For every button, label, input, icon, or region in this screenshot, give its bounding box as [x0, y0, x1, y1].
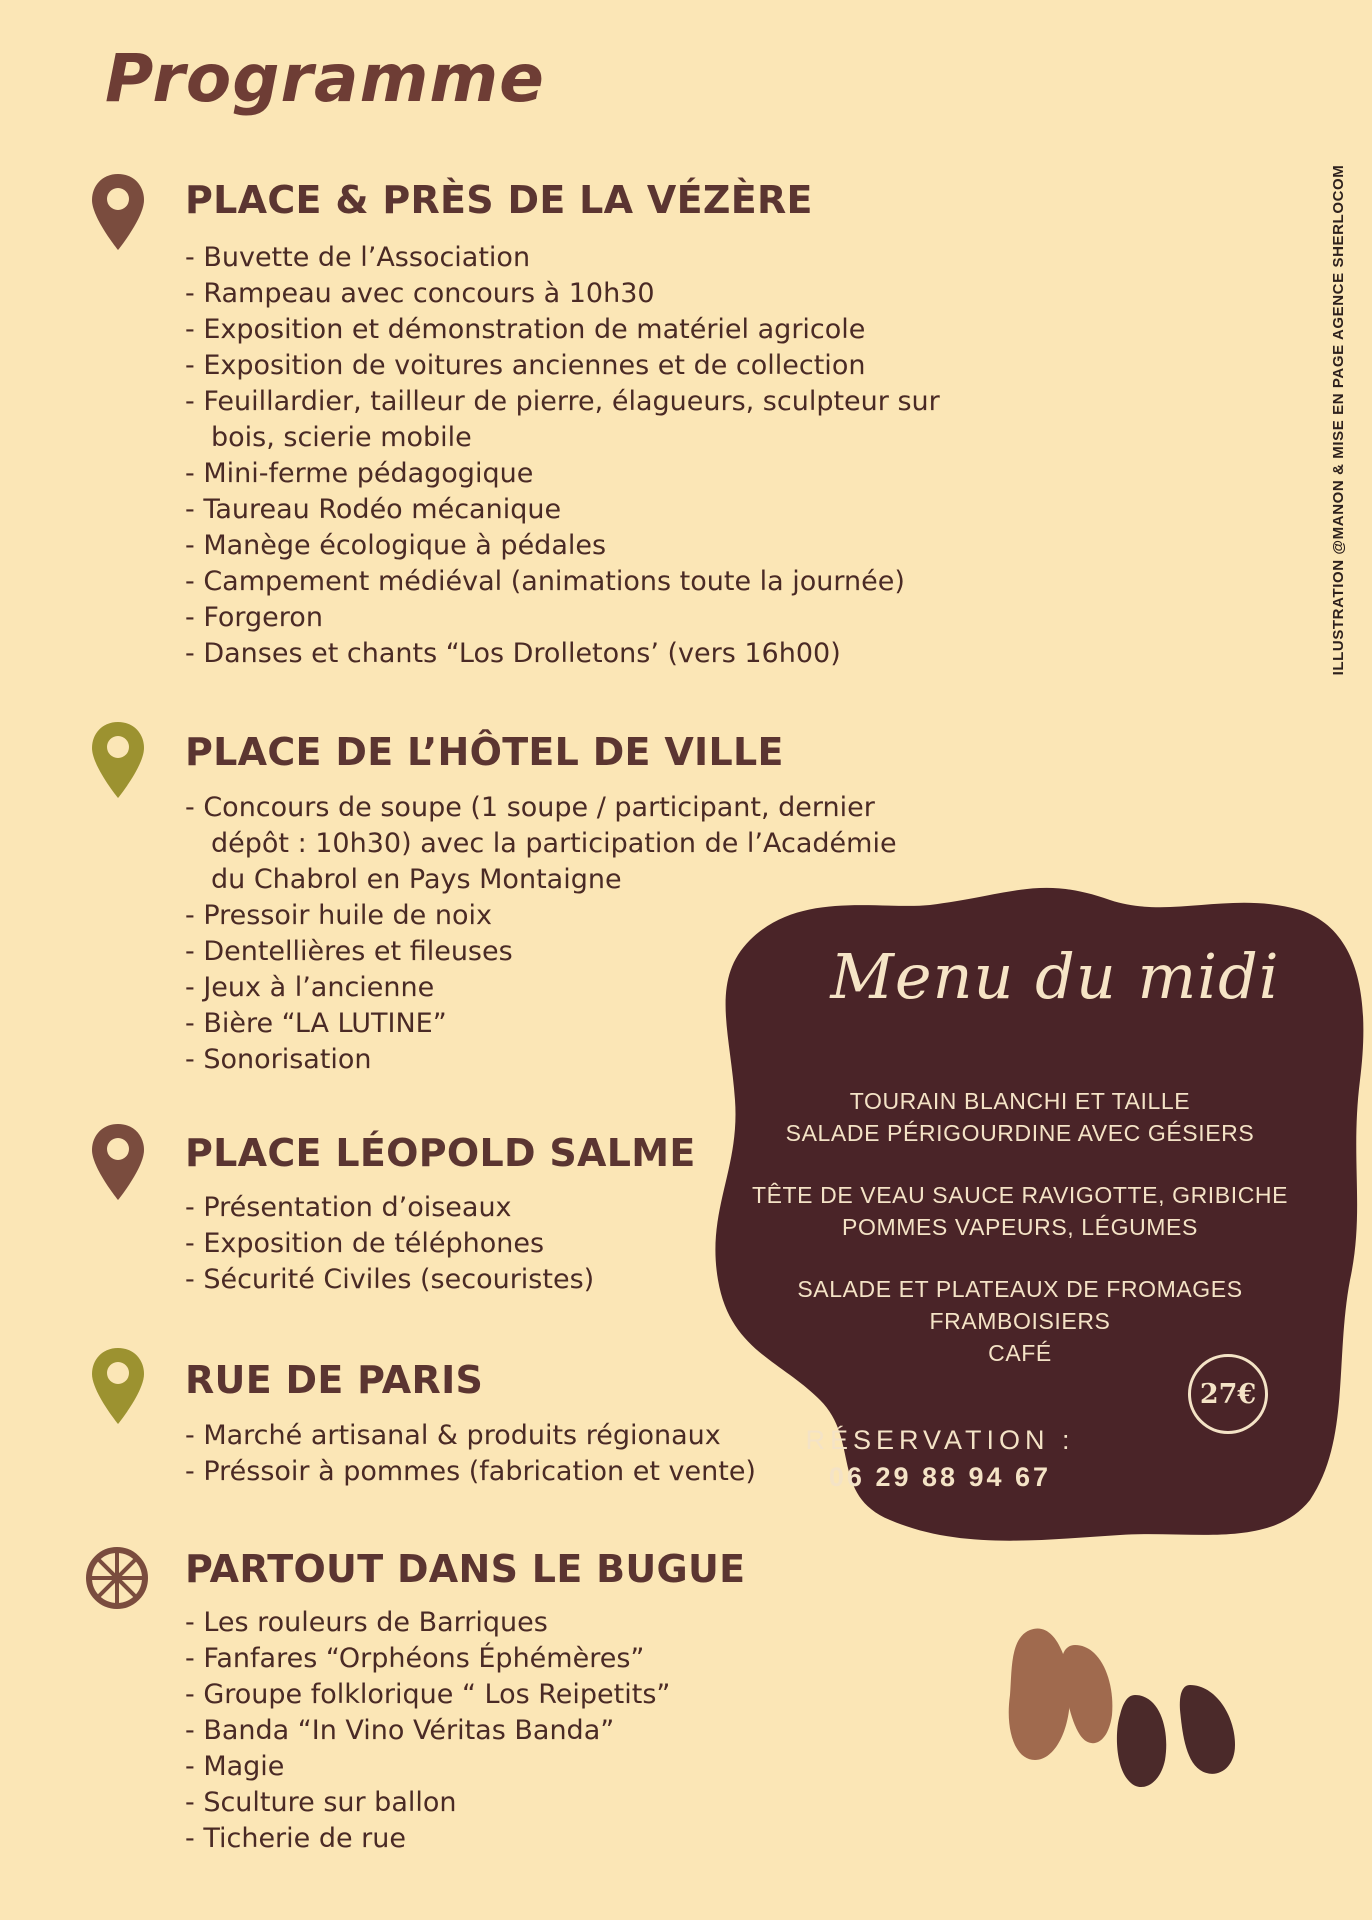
list-item: - Manège écologique à pédales [185, 530, 607, 561]
menu-dish: CAFÉ [988, 1340, 1052, 1366]
section-heading: PLACE LÉOPOLD SALME [185, 1131, 696, 1175]
list-item: - Exposition et démonstration de matériel agricole [185, 314, 866, 345]
list-item: - Forgeron [185, 602, 323, 633]
list-item: - Jeux à l’ancienne [185, 972, 435, 1003]
menu-dish: FRAMBOISIERS [929, 1308, 1111, 1334]
page-title: Programme [105, 40, 545, 117]
list-item: - Les rouleurs de Barriques [185, 1607, 548, 1638]
menu-title: Menu du midi [830, 940, 1280, 1013]
list-item-continuation: du Chabrol en Pays Montaigne [211, 864, 622, 895]
section-heading: PLACE DE L’HÔTEL DE VILLE [185, 730, 784, 774]
list-item: - Campement médiéval (animations toute la journée) [185, 566, 905, 597]
wheel-icon [84, 1545, 150, 1611]
menu-dish: SALADE ET PLATEAUX DE FROMAGES [797, 1276, 1243, 1302]
menu-dish: POMMES VAPEURS, LÉGUMES [842, 1214, 1198, 1240]
list-item: - Exposition de téléphones [185, 1228, 545, 1259]
list-item: - Bière “LA LUTINE” [185, 1008, 447, 1039]
menu-panel [710, 880, 1370, 1550]
list-item: - Sécurité Civiles (secouristes) [185, 1264, 595, 1295]
map-pin-icon [90, 172, 146, 252]
list-item: - Marché artisanal & produits régionaux [185, 1420, 721, 1451]
map-pin-icon [90, 1122, 146, 1202]
list-item: - Fanfares “Orphéons Éphémères” [185, 1643, 645, 1674]
list-item: - Exposition de voitures anciennes et de collection [185, 350, 866, 381]
menu-course-starters [710, 1085, 1330, 1149]
list-item: - Dentellières et fileuses [185, 936, 513, 967]
price-badge [1188, 1354, 1268, 1434]
list-item: - Buvette de l’Association [185, 242, 531, 273]
list-item: - Concours de soupe (1 soupe / participant, dernier [185, 792, 875, 823]
section-items [185, 1605, 670, 1857]
list-item: - Rampeau avec concours à 10h30 [185, 278, 655, 309]
map-pin-icon [90, 720, 146, 800]
menu-dish: SALADE PÉRIGOURDINE AVEC GÉSIERS [785, 1120, 1255, 1146]
list-item: - Présentation d’oiseaux [185, 1192, 512, 1223]
list-item: - Feuillardier, tailleur de pierre, élagueurs, sculpteur sur [185, 386, 940, 417]
reservation-phone: 06 29 88 94 67 [828, 1462, 1052, 1492]
reservation [710, 1425, 1170, 1493]
list-item: - Sonorisation [185, 1044, 372, 1075]
side-credit: ILLUSTRATION @MANON & MISE EN PAGE AGENCE SHERLOCOM [1330, 164, 1347, 676]
list-item [185, 826, 897, 862]
section-items [185, 1418, 756, 1490]
list-item: - Banda “In Vino Véritas Banda” [185, 1715, 615, 1746]
list-item-continuation: bois, scierie mobile [211, 422, 472, 453]
list-item: - Pressoir huile de noix [185, 900, 492, 931]
section-items [185, 1190, 594, 1298]
menu-dish: TOURAIN BLANCHI ET TAILLE [849, 1088, 1191, 1114]
list-item: - Mini-ferme pédagogique [185, 458, 534, 489]
price-value: 27€ [1199, 1378, 1257, 1410]
menu-dish: TÊTE DE VEAU SAUCE RAVIGOTTE, GRIBICHE [751, 1182, 1289, 1208]
list-item: - Taureau Rodéo mécanique [185, 494, 562, 525]
map-pin-icon [90, 1346, 146, 1426]
menu-course-main [710, 1179, 1330, 1243]
list-item: - Groupe folklorique “ Los Reipetits” [185, 1679, 671, 1710]
reservation-label: RÉSERVATION : [805, 1425, 1075, 1455]
list-item: - Ticherie de rue [185, 1823, 407, 1854]
list-item: - Préssoir à pommes (fabrication et vente) [185, 1456, 756, 1487]
section-heading: RUE DE PARIS [185, 1358, 484, 1402]
list-item: - Magie [185, 1751, 285, 1782]
section-heading: PLACE & PRÈS DE LA VÉZÈRE [185, 178, 813, 222]
section-items [185, 240, 940, 672]
list-item-continuation: dépôt : 10h30) avec la participation de l’Académie [211, 828, 897, 859]
decorative-drops-icon [1000, 1620, 1260, 1800]
list-item: - Danses et chants “Los Drolletons’ (vers 16h00) [185, 638, 841, 669]
menu-dishes [710, 1085, 1330, 1399]
section-heading: PARTOUT DANS LE BUGUE [185, 1547, 746, 1591]
list-item [185, 420, 940, 456]
list-item: - Sculture sur ballon [185, 1787, 457, 1818]
